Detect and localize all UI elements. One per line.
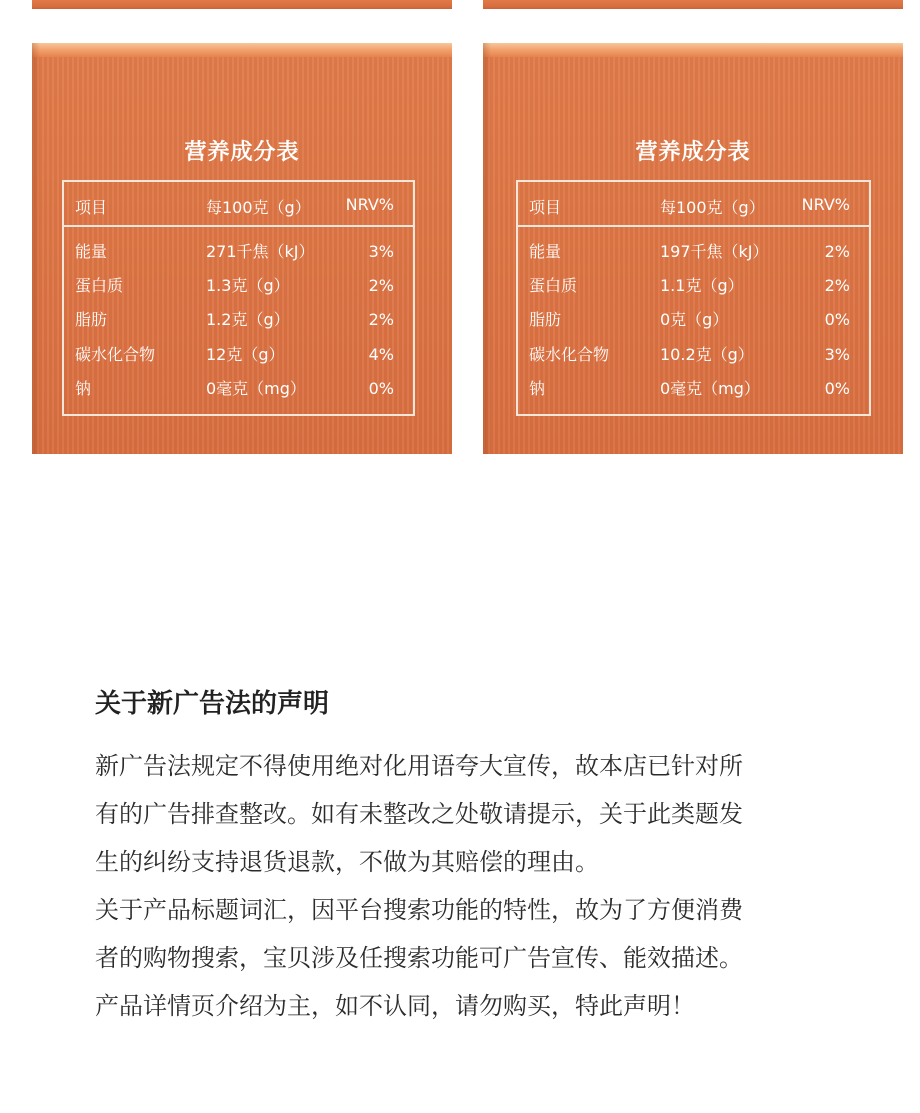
row-per100: 1.3克（g） <box>206 276 290 295</box>
row-nrv: 2% <box>824 242 850 261</box>
row-nrv: 3% <box>368 242 394 261</box>
row-item: 能量 <box>529 242 562 261</box>
table-row <box>64 235 413 269</box>
table-row <box>518 269 869 303</box>
row-item: 碳水化合物 <box>75 345 156 364</box>
header-item: 项目 <box>529 198 562 217</box>
row-per100: 197千焦（kJ） <box>660 242 769 261</box>
panel-title: 营养成分表 <box>635 140 751 165</box>
row-per100: 0克（g） <box>660 310 729 329</box>
top-strip-left <box>32 0 452 9</box>
table-row <box>64 269 413 303</box>
table-row <box>518 338 869 372</box>
row-per100: 0毫克（mg） <box>206 379 306 398</box>
row-nrv: 2% <box>368 310 394 329</box>
table-header <box>64 182 413 227</box>
nutrition-panel-left <box>32 43 452 454</box>
header-per100: 每100克（g） <box>206 198 311 217</box>
notice-line: 产品详情页介绍为主，如不认同，请勿购买，特此声明！ <box>95 992 695 1020</box>
row-nrv: 2% <box>824 276 850 295</box>
row-item: 脂肪 <box>529 310 562 329</box>
table-row <box>64 303 413 337</box>
row-per100: 271千焦（kJ） <box>206 242 315 261</box>
table-row <box>518 372 869 406</box>
notice-title: 关于新广告法的声明 <box>95 689 330 719</box>
header-item: 项目 <box>75 198 108 217</box>
row-nrv: 2% <box>368 276 394 295</box>
row-per100: 12克（g） <box>206 345 285 364</box>
table-row <box>64 338 413 372</box>
notice-line: 者的购物搜索，宝贝涉及任搜索功能可广告宣传、能效描述。 <box>95 944 743 972</box>
notice-body <box>95 742 835 1030</box>
table-header <box>518 182 869 227</box>
row-item: 蛋白质 <box>75 276 124 295</box>
header-nrv: NRV% <box>801 195 850 214</box>
table-row <box>64 372 413 406</box>
row-item: 能量 <box>75 242 108 261</box>
notice-line: 有的广告排查整改。如有未整改之处敬请提示，关于此类题发 <box>95 800 743 828</box>
nutrition-table <box>62 180 415 416</box>
row-nrv: 3% <box>824 345 850 364</box>
header-nrv: NRV% <box>345 195 394 214</box>
notice-line: 新广告法规定不得使用绝对化用语夸大宣传，故本店已针对所 <box>95 752 743 780</box>
row-nrv: 4% <box>368 345 394 364</box>
table-row <box>518 303 869 337</box>
row-per100: 10.2克（g） <box>660 345 754 364</box>
nutrition-table <box>516 180 871 416</box>
row-item: 脂肪 <box>75 310 108 329</box>
table-row <box>518 235 869 269</box>
row-nrv: 0% <box>824 310 850 329</box>
row-per100: 0毫克（mg） <box>660 379 760 398</box>
row-item: 钠 <box>529 379 546 398</box>
row-nrv: 0% <box>824 379 850 398</box>
row-nrv: 0% <box>368 379 394 398</box>
nutrition-panel-right <box>483 43 903 454</box>
row-per100: 1.1克（g） <box>660 276 744 295</box>
header-per100: 每100克（g） <box>660 198 765 217</box>
top-strip-right <box>483 0 903 9</box>
notice-line: 关于产品标题词汇，因平台搜索功能的特性，故为了方便消费 <box>95 896 743 924</box>
row-item: 碳水化合物 <box>529 345 610 364</box>
panel-title: 营养成分表 <box>184 140 300 165</box>
row-per100: 1.2克（g） <box>206 310 290 329</box>
row-item: 钠 <box>75 379 92 398</box>
notice-line: 生的纠纷支持退货退款，不做为其赔偿的理由。 <box>95 848 599 876</box>
row-item: 蛋白质 <box>529 276 578 295</box>
